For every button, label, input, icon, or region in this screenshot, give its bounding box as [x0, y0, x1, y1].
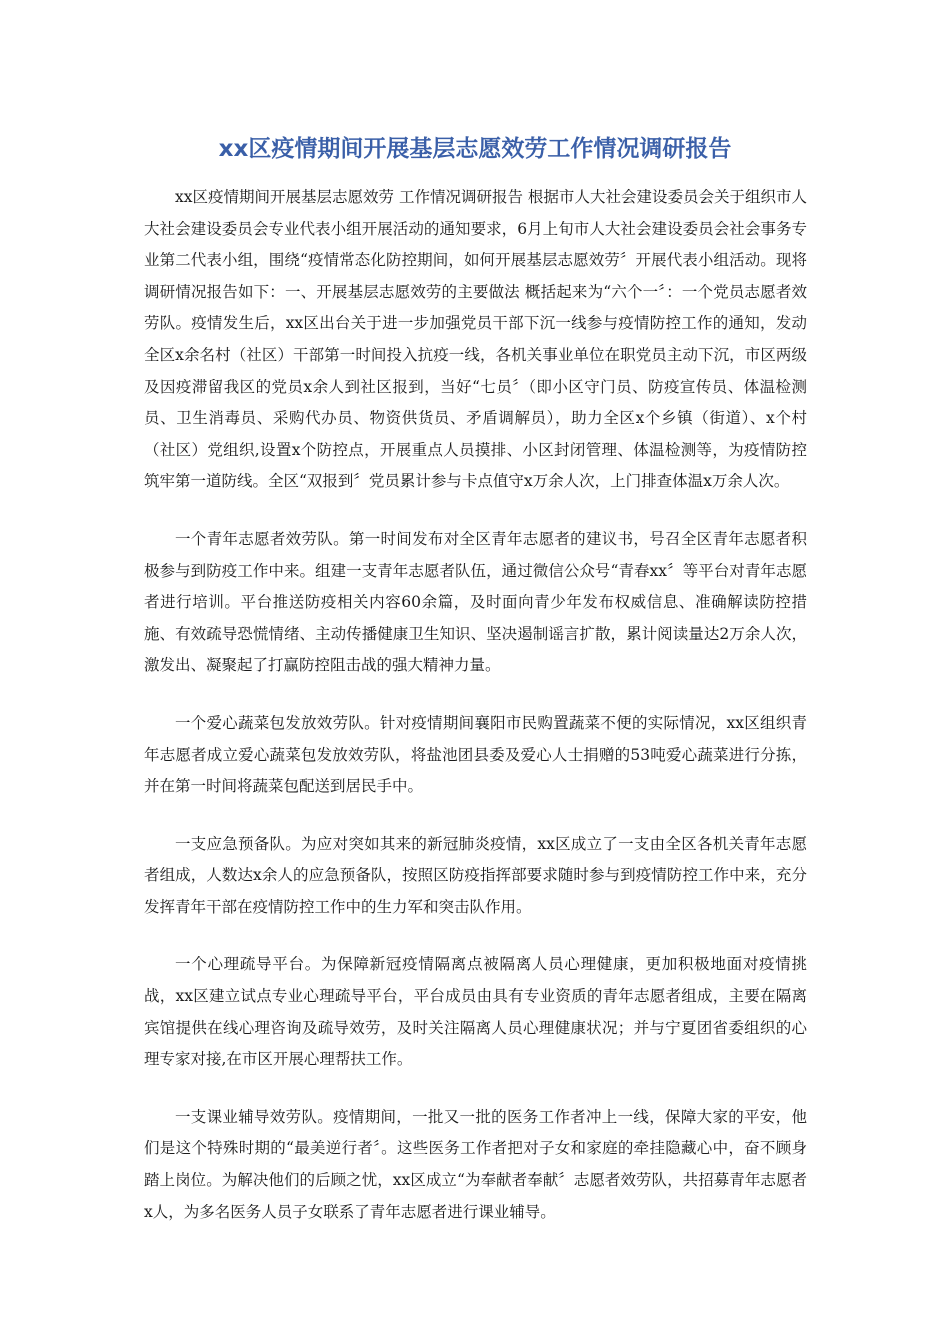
document-title: xx区疫情期间开展基层志愿效劳工作情况调研报告	[218, 136, 732, 162]
document-body	[144, 182, 807, 1254]
paragraph-2: 一个青年志愿者效劳队。第一时间发布对全区青年志愿者的建议书，号召全区青年志愿者积极参与到防疫工作中来。组建一支青年志愿者队伍，通过微信公众号“青春xx〞等平台对青年志愿者进行培训。平台推送防疫相关内容60余篇，及时面向青少年发布权威信息、准确解读防控措施、有效疏导恐慌情绪、主动传播健康卫生知识、坚决遏制谣言扩散，累计阅读量达2万余人次，激发出、凝聚起了打赢防控阻击战的强大精神力量。	[144, 529, 807, 675]
paragraph-6: 一支课业辅导效劳队。疫情期间，一批又一批的医务工作者冲上一线，保障大家的平安，他们是这个特殊时期的“最美逆行者〞。这些医务工作者把对子女和家庭的牵挂隐藏心中，奋不顾身踏上岗位。为解决他们的后顾之忧，xx区成立“为奉献者奉献〞志愿者效劳队，共招募青年志愿者x人，为多名医务人员子女联系了青年志愿者进行课业辅导。	[144, 1107, 807, 1221]
paragraph-3: 一个爱心蔬菜包发放效劳队。针对疫情期间襄阳市民购置蔬菜不便的实际情况，xx区组织青年志愿者成立爱心蔬菜包发放效劳队，将盐池团县委及爱心人士捐赠的53吨爱心蔬菜进行分拣，并在第一时间将蔬菜包配送到居民手中。	[144, 713, 807, 796]
paragraph-4: 一支应急预备队。为应对突如其来的新冠肺炎疫情，xx区成立了一支由全区各机关青年志愿者组成，人数达x余人的应急预备队，按照区防疫指挥部要求随时参与到疫情防控工作中来，充分发挥青年干部在疫情防控工作中的生力军和突击队作用。	[144, 834, 807, 916]
paragraph-1: xx区疫情期间开展基层志愿效劳 工作情况调研报告 根据市人大社会建设委员会关于组织市人大社会建设委员会专业代表小组开展活动的通知要求，6月上旬市人大社会建设委员会社会事务专业第二代表小组，围绕“疫情常态化防控期间，如何开展基层志愿效劳〞开展代表小组活动。现将调研情况报告如下：一、开展基层志愿效劳的主要做法 概括起来为“六个一〞：一个党员志愿者效劳队。疫情发生后，xx区出台关于进一步加强党员干部下沉一线参与疫情防控工作的通知，发动全区x余名村（社区）干部第一时间投入抗疫一线，各机关事业单位在职党员主动下沉，市区两级及因疫滞留我区的党员x余人到社区报到，当好“七员〞（即小区守门员、防疫宣传员、体温检测员、卫生消毒员、采购代办员、物资供货员、矛盾调解员），助力全区x个乡镇（街道）、x个村（社区）党组织,设置x个防控点，开展重点人员摸排、小区封闭管理、体温检测等，为疫情防控筑牢第一道防线。全区“双报到〞党员累计参与卡点值守x万余人次，上门排查体温x万余人次。	[144, 188, 807, 491]
paragraph-5: 一个心理疏导平台。为保障新冠疫情隔离点被隔离人员心理健康，更加积极地面对疫情挑战，xx区建立试点专业心理疏导平台，平台成员由具有专业资质的青年志愿者组成，主要在隔离宾馆提供在线心理咨询及疏导效劳，及时关注隔离人员心理健康状况；并与宁夏团省委组织的心理专家对接,在市区开展心理帮扶工作。	[144, 955, 807, 1069]
